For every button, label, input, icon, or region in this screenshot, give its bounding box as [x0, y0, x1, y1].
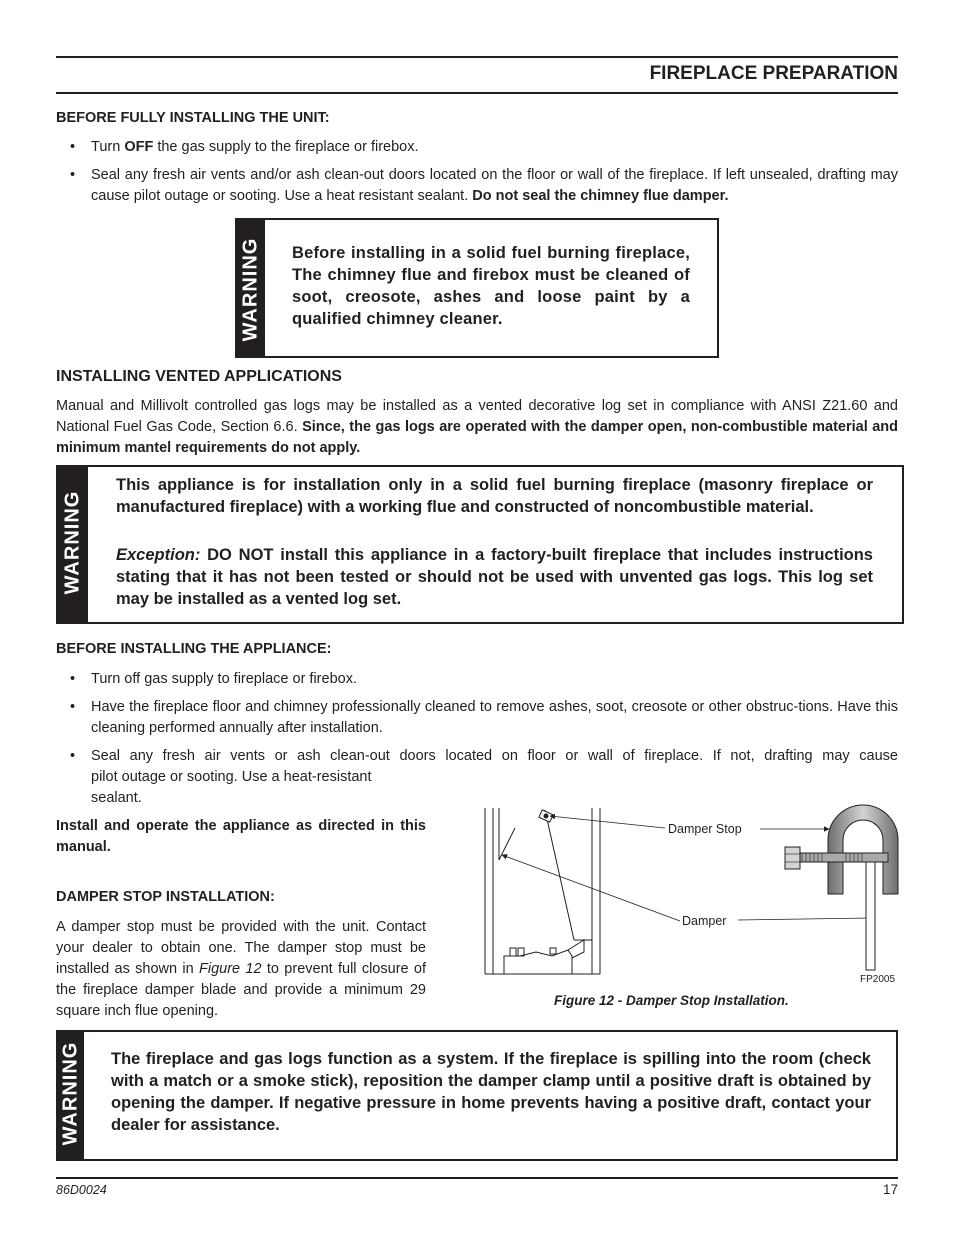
list-item — [56, 165, 898, 207]
leader-damper-stop-left — [550, 816, 665, 828]
list-item — [56, 137, 898, 158]
warning-bar — [58, 1032, 84, 1159]
top-rule — [56, 56, 898, 58]
warning-bar — [58, 467, 88, 622]
figure-code: FP2005 — [860, 974, 896, 985]
leader-damper-right — [738, 918, 871, 920]
label-damper: Damper — [682, 914, 727, 928]
heading-before-fully: BEFORE FULLY INSTALLING THE UNIT: — [56, 110, 330, 126]
bullet-dot: • — [70, 699, 76, 715]
warning-bar — [237, 220, 265, 356]
warning-text-exception: Exception: DO NOT install this appliance in a factory-built fireplace that includes instructions stating that it has not been tested or should not be used with unvented gas logs. This log set may be installed as a vented log set. — [116, 546, 873, 608]
warning-label: WARNING — [59, 1041, 82, 1146]
warning-box-3 — [56, 1030, 898, 1161]
warning-box-2 — [56, 465, 904, 624]
warning-text: The fireplace and gas logs function as a system. If the fireplace is spilling into the room (check with a match or a smoke stick), reposition the damper clamp until a positive draft is obtained by opening the damper. If negative pressure in home prevents having a positive draft, contact your dealer for assistance. — [111, 1050, 871, 1134]
bullet-text: Turn off gas supply to fireplace or firebox. — [91, 671, 357, 687]
bullet-dot: • — [70, 671, 76, 687]
heading-before-appliance: BEFORE INSTALLING THE APPLIANCE: — [56, 641, 332, 657]
bullet-text: Seal any fresh air vents and/or ash clean-out doors located on the floor or wall of the fireplace. If left unsealed, drafting may cause pilot outage or sooting. Use a heat resistant sealant. Do not seal the chimney flue damper. — [91, 167, 898, 204]
warning-label: WARNING — [61, 490, 84, 595]
damper-paragraph: A damper stop must be provided with the unit. Contact your dealer to obtain one. The damper stop must be installed as shown in Figure 12 to prevent full closure of the fireplace damper blade and provide a minimum 29 square inch flue opening. — [56, 919, 426, 1019]
bullet-dot: • — [70, 139, 76, 155]
bullet-text: Seal any fresh air vents or ash clean-out doors located on floor or wall of fireplace. If not, drafting may cause pilot outage or sooting. Use a heat-resistant sealant. — [91, 748, 898, 806]
bullet-text: Have the fireplace floor and chimney professionally cleaned to remove ashes, soot, creosote or other obstruc-tions. Have this cleaning performed annually after installation. — [91, 699, 898, 736]
bullet-dot: • — [70, 748, 76, 764]
footer-rule — [56, 1177, 898, 1179]
figure-caption: Figure 12 - Damper Stop Installation. — [554, 993, 789, 1008]
page-title: FIREPLACE PREPARATION — [649, 63, 898, 84]
install-note: Install and operate the appliance as directed in this manual. — [56, 818, 426, 855]
heading-damper: DAMPER STOP INSTALLATION: — [56, 889, 275, 905]
leader-damper-left — [502, 855, 680, 921]
header-rule — [56, 92, 898, 94]
warning-text: This appliance is for installation only in a solid fuel burning fireplace (masonry fireplace or manufactured fireplace) with a working flue and constructed of noncombustible material. — [116, 476, 873, 516]
warning-text: Before installing in a solid fuel burning fireplace, The chimney flue and firebox must be cleaned of soot, creosote, ashes and loose paint by a qualified chimney cleaner. — [292, 244, 690, 328]
list-item — [56, 697, 898, 739]
page-number: 17 — [882, 1182, 898, 1197]
fireplace-section — [485, 808, 600, 974]
damper-stop-figure — [480, 800, 904, 990]
warning-box-1 — [235, 218, 719, 358]
doc-code: 86D0024 — [56, 1183, 107, 1197]
damper-stop-detail — [785, 805, 898, 970]
warning-label: WARNING — [239, 237, 262, 342]
heading-vented: INSTALLING VENTED APPLICATIONS — [56, 368, 342, 385]
bullet-dot: • — [70, 167, 76, 183]
list-item — [56, 669, 898, 690]
label-damper-stop: Damper Stop — [668, 822, 742, 836]
vented-paragraph: Manual and Millivolt controlled gas logs may be installed as a vented decorative log set in compliance with ANSI Z21.60 and National Fuel Gas Code, Section 6.6. Since, the gas logs are operated with the damper open, non-combustible material and minimum mantel requirements do not apply. — [56, 398, 898, 456]
exception-label: Exception: — [116, 546, 201, 564]
bullet-text: Turn OFF the gas supply to the fireplace or firebox. — [91, 139, 419, 155]
